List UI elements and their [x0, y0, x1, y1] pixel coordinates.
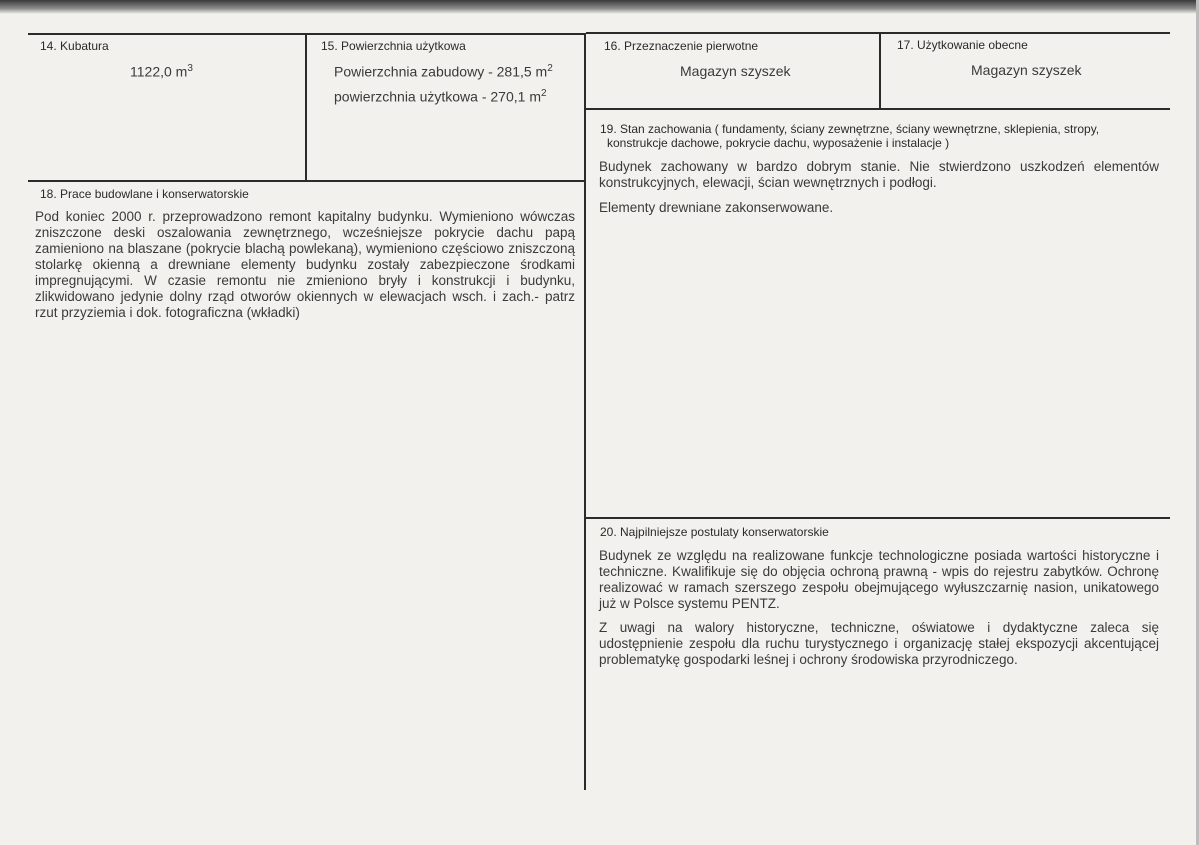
grid-line — [305, 34, 307, 181]
field-18-label: 18. Prace budowlane i konserwatorskie — [40, 187, 249, 201]
grid-line — [584, 33, 586, 790]
field-17-label: 17. Użytkowanie obecne — [897, 38, 1028, 52]
volume-unit-exponent: 3 — [187, 63, 193, 74]
grid-line — [879, 33, 881, 108]
usable-area-unit-exponent: 2 — [541, 88, 547, 99]
grid-line — [586, 517, 1170, 519]
field-20-label: 20. Najpilniejsze postulaty konserwatorskie — [600, 525, 829, 539]
original-use-value: Magazyn szyszek — [680, 63, 791, 79]
scan-edge-top — [0, 0, 1199, 14]
built-area-unit-exponent: 2 — [547, 63, 553, 74]
grid-line — [586, 108, 1170, 110]
usable-area-value — [334, 88, 547, 105]
field-16-label: 16. Przeznaczenie pierwotne — [604, 39, 759, 53]
grid-line — [586, 32, 1170, 34]
volume-value — [130, 63, 193, 80]
usable-area-text: powierzchnia użytkowa - 270,1 m — [334, 88, 541, 105]
condition-text: Budynek zachowany w bardzo dobrym stanie. Nie stwierdzono uszkodzeń elementów konstrukcyjnych, elewacji, ścian wewnętrznych i podłogi. — [599, 159, 1159, 190]
field-19-label-line2: konstrukcje dachowe, pokrycie dachu, wyposażenie i instalacje ) — [607, 136, 950, 150]
built-area-value — [334, 63, 553, 80]
construction-works-text: Pod koniec 2000 r. przeprowadzono remont kapitalny budynku. Wymieniono wówczas zniszczone deski oszalowania zewnętrznego, wcześniejsze pokrycie dachu papą zamieniono na blaszane (pokrycie blachą powlekaną), wymieniono częściowo zniszczoną stolarkę okienną a drewniane elementy budynku zostały zabezpieczone środkami impregnującymi. W czasie remontu nie zmieniono bryły i konstrukcji i budynku, zlikwidowano jedynie dolny rząd otworów okiennych w elewacjach wsch. i zach.- patrz rzut przyziemia i dok. fotograficzna (wkładki) — [35, 209, 575, 320]
volume-text: 1122,0 m — [130, 63, 188, 80]
postulates-text-2: Z uwagi na walory historyczne, techniczne, oświatowe i dydaktyczne zaleca się udostępnienie zespołu dla ruchu turystycznego i organizację stałej ekspozycji akcentującej problematykę gospodarki leśnej i ochrony środowiska przyrodniczego. — [599, 620, 1159, 667]
grid-line — [28, 180, 584, 182]
postulates-text: Budynek ze względu na realizowane funkcje technologiczne posiada wartości historyczne i techniczne. Kwalifikuje się do objęcia ochroną prawną - wpis do rejestru zabytków. Ochronę realizować w ramach szerszego zespołu obejmującego wyłuszczarnię nasion, unikatowego już w Polsce systemu PENTZ. — [599, 548, 1159, 611]
current-use-value: Magazyn szyszek — [971, 62, 1082, 78]
field-15-label: 15. Powierzchnia użytkowa — [321, 39, 466, 53]
condition-text-2: Elementy drewniane zakonserwowane. — [599, 200, 834, 215]
field-14-label: 14. Kubatura — [40, 39, 109, 53]
field-19-label-line1: 19. Stan zachowania ( fundamenty, ściany zewnętrzne, ściany wewnętrzne, sklepienia, stropy, — [600, 122, 1100, 136]
built-area-text: Powierzchnia zabudowy - 281,5 m — [334, 63, 548, 80]
